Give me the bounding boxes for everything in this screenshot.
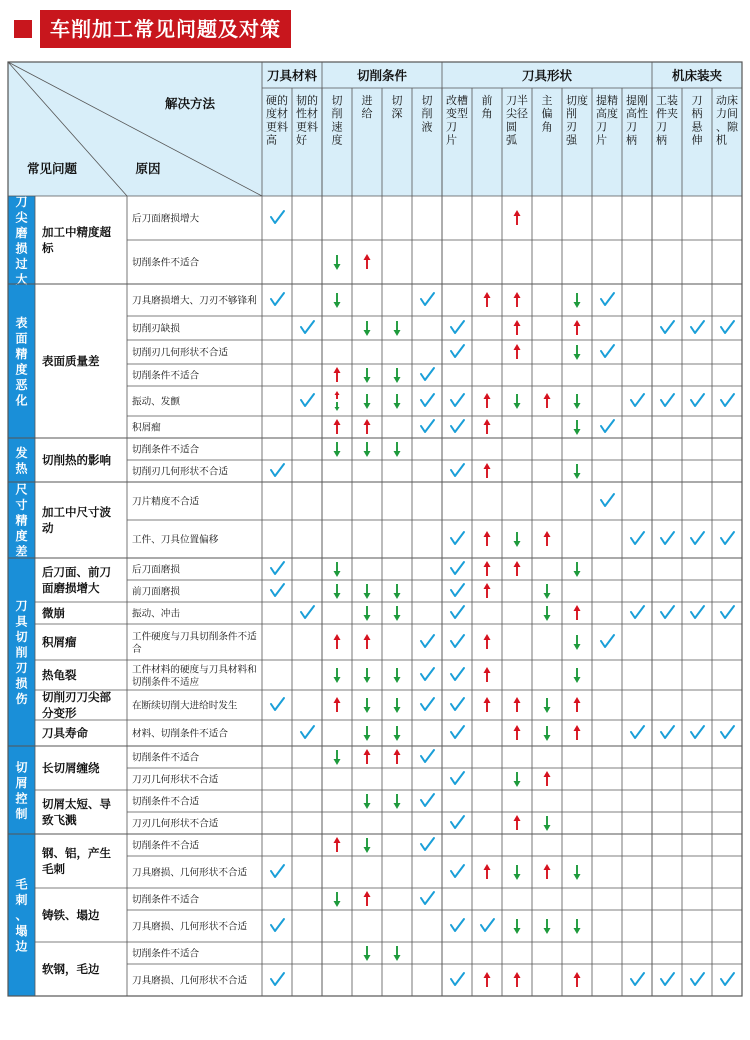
down-arrow-icon: [574, 293, 581, 308]
up-arrow-icon: [514, 697, 521, 712]
down-arrow-icon: [364, 584, 371, 599]
up-arrow-icon: [484, 972, 491, 987]
down-arrow-icon: [334, 584, 341, 599]
down-arrow-icon: [574, 635, 581, 650]
up-arrow-icon: [484, 419, 491, 434]
check-mark-icon: [451, 464, 464, 476]
up-arrow-icon: [514, 725, 521, 740]
down-arrow-icon: [334, 255, 341, 270]
down-arrow-icon: [364, 946, 371, 961]
down-arrow-icon: [544, 816, 551, 831]
down-arrow-icon: [574, 394, 581, 409]
up-arrow-icon: [544, 531, 551, 546]
category-label: 切屑控制: [15, 760, 28, 821]
check-mark-icon: [451, 562, 464, 574]
column-header: 改变刀片槽型: [446, 94, 468, 147]
column-header: 提高刀柄刚性: [626, 94, 648, 147]
up-arrow-icon: [334, 837, 341, 852]
up-arrow-icon: [484, 531, 491, 546]
check-mark-icon: [481, 919, 494, 931]
check-mark-icon: [271, 211, 284, 223]
cause-text: 刀具磨损、几何形状不合适: [132, 975, 248, 987]
check-mark-icon: [691, 606, 704, 618]
up-arrow-icon: [364, 254, 371, 269]
cause-text: 刀刃几何形状不合适: [132, 818, 219, 830]
check-mark-icon: [721, 606, 734, 618]
check-mark-icon: [661, 606, 674, 618]
up-arrow-icon: [574, 725, 581, 740]
check-mark-icon: [721, 532, 734, 544]
up-arrow-icon: [574, 605, 581, 620]
check-mark-icon: [661, 321, 674, 333]
up-arrow-icon: [484, 292, 491, 307]
cause-text: 刀具磨损、几何形状不合适: [132, 921, 248, 933]
check-mark-icon: [421, 838, 434, 850]
check-mark-icon: [451, 816, 464, 828]
check-mark-icon: [421, 668, 434, 680]
check-mark-icon: [421, 892, 434, 904]
up-arrow-icon: [544, 771, 551, 786]
down-arrow-icon: [394, 368, 401, 383]
up-arrow-icon: [544, 393, 551, 408]
up-arrow-icon: [334, 367, 341, 382]
down-arrow-icon: [574, 345, 581, 360]
check-mark-icon: [271, 464, 284, 476]
up-arrow-icon: [514, 210, 521, 225]
cause-text: 切削条件不适合: [132, 257, 200, 269]
cause-text: 刀具磨损增大、刀刃不够锋利: [132, 295, 257, 307]
check-mark-icon: [601, 635, 614, 647]
check-mark-icon: [451, 698, 464, 710]
cause-text: 工件材料的硬度与刀具材料和切削条件不适应: [132, 664, 257, 688]
check-mark-icon: [421, 293, 434, 305]
problem-label: 钢、铝，产生毛刺: [42, 846, 111, 876]
down-arrow-icon: [364, 394, 371, 409]
down-arrow-icon: [574, 464, 581, 479]
down-arrow-icon: [364, 794, 371, 809]
up-arrow-icon: [484, 697, 491, 712]
group-header: 切削条件: [356, 68, 408, 83]
check-mark-icon: [691, 532, 704, 544]
cause-text: 切削刃几何形状不合适: [132, 466, 228, 478]
cause-text: 后刀面磨损增大: [132, 213, 200, 225]
up-arrow-icon: [334, 697, 341, 712]
check-mark-icon: [451, 668, 464, 680]
down-arrow-icon: [394, 394, 401, 409]
down-arrow-icon: [544, 726, 551, 741]
down-arrow-icon: [574, 865, 581, 880]
cause-text: 工件、刀具位置偏移: [132, 534, 219, 546]
category-label: 发热: [15, 445, 28, 476]
down-arrow-icon: [544, 919, 551, 934]
check-mark-icon: [271, 584, 284, 596]
cause-text: 刀具磨损、几何形状不合适: [132, 867, 248, 879]
down-arrow-icon: [394, 584, 401, 599]
check-mark-icon: [631, 606, 644, 618]
up-arrow-icon: [574, 697, 581, 712]
check-mark-icon: [451, 635, 464, 647]
check-mark-icon: [631, 973, 644, 985]
up-arrow-icon: [514, 561, 521, 576]
check-mark-icon: [691, 973, 704, 985]
up-arrow-icon: [484, 463, 491, 478]
category-label: 尺寸精度差: [15, 482, 28, 559]
down-arrow-icon: [364, 606, 371, 621]
check-mark-icon: [451, 420, 464, 432]
down-arrow-icon: [514, 394, 521, 409]
column-header: 刀柄悬伸: [691, 94, 703, 147]
down-arrow-icon: [364, 726, 371, 741]
check-mark-icon: [421, 368, 434, 380]
problem-label: 刀具寿命: [42, 726, 88, 740]
down-arrow-icon: [394, 668, 401, 683]
problem-label: 切削刃刀尖部分变形: [42, 690, 111, 720]
up-arrow-icon: [484, 561, 491, 576]
column-header: 切深: [391, 94, 403, 121]
down-arrow-icon: [514, 865, 521, 880]
check-mark-icon: [421, 635, 434, 647]
cause-text: 振动、发颤: [132, 396, 180, 408]
cause-text: 切削条件不合适: [132, 840, 200, 852]
check-mark-icon: [421, 794, 434, 806]
cause-text: 切削刃缺损: [132, 323, 180, 335]
problem-label: 积屑瘤: [42, 635, 77, 649]
page-title: 车削加工常见问题及对策: [40, 10, 291, 48]
down-arrow-icon: [514, 919, 521, 934]
down-arrow-icon: [394, 946, 401, 961]
check-mark-icon: [721, 321, 734, 333]
check-mark-icon: [271, 865, 284, 877]
problem-label: 微崩: [42, 606, 65, 620]
up-arrow-icon: [574, 972, 581, 987]
check-mark-icon: [721, 394, 734, 406]
check-mark-icon: [451, 321, 464, 333]
check-mark-icon: [271, 293, 284, 305]
problem-label: 切屑太短、导致飞溅: [42, 797, 111, 827]
check-mark-icon: [421, 394, 434, 406]
check-mark-icon: [721, 973, 734, 985]
down-arrow-icon: [574, 919, 581, 934]
check-mark-icon: [721, 726, 734, 738]
check-mark-icon: [691, 394, 704, 406]
up-arrow-icon: [334, 634, 341, 649]
up-arrow-icon: [544, 864, 551, 879]
check-mark-icon: [661, 394, 674, 406]
solution-method-label: 解决方法: [164, 96, 216, 111]
cause-label: 原因: [135, 161, 161, 176]
up-arrow-icon: [484, 864, 491, 879]
up-arrow-icon: [514, 972, 521, 987]
column-header: 切削刃强度: [566, 94, 588, 147]
column-header: 提高刀片精度: [596, 94, 618, 147]
check-mark-icon: [601, 420, 614, 432]
problem-label: 加工中精度超标: [42, 225, 111, 255]
cause-text: 工件硬度与刀具切削条件不适合: [132, 631, 257, 655]
down-arrow-icon: [364, 838, 371, 853]
down-arrow-icon: [364, 368, 371, 383]
check-mark-icon: [631, 532, 644, 544]
down-arrow-icon: [514, 532, 521, 547]
check-mark-icon: [631, 394, 644, 406]
check-mark-icon: [451, 532, 464, 544]
problem-label: 热龟裂: [42, 668, 77, 682]
check-mark-icon: [421, 420, 434, 432]
up-arrow-icon: [364, 419, 371, 434]
cause-text: 刀刃几何形状不合适: [132, 774, 219, 786]
check-mark-icon: [661, 973, 674, 985]
up-down-arrow-icon: [335, 391, 340, 411]
column-header: 进给: [361, 94, 373, 121]
check-mark-icon: [601, 293, 614, 305]
cause-text: 积屑瘤: [132, 422, 161, 434]
cause-text: 切削条件不适合: [132, 444, 200, 456]
down-arrow-icon: [364, 321, 371, 336]
up-arrow-icon: [574, 320, 581, 335]
check-mark-icon: [271, 919, 284, 931]
check-mark-icon: [301, 394, 314, 406]
up-arrow-icon: [514, 320, 521, 335]
cause-text: 切削条件不适合: [132, 370, 200, 382]
cause-text: 切削条件不适合: [132, 948, 200, 960]
check-mark-icon: [661, 726, 674, 738]
check-mark-icon: [451, 584, 464, 596]
up-arrow-icon: [394, 749, 401, 764]
check-mark-icon: [661, 532, 674, 544]
problem-label: 长切屑缠绕: [42, 761, 100, 775]
down-arrow-icon: [334, 668, 341, 683]
group-header: 机床装夹: [671, 68, 723, 83]
problem-label: 软钢，毛边: [42, 962, 100, 976]
column-header: 切削速度: [331, 94, 343, 147]
column-header: 硬度更高的材料: [266, 94, 288, 147]
down-arrow-icon: [364, 668, 371, 683]
cause-text: 材料、切削条件不适合: [132, 728, 228, 740]
cause-text: 刀片精度不合适: [132, 496, 200, 508]
down-arrow-icon: [364, 698, 371, 713]
check-mark-icon: [271, 973, 284, 985]
up-arrow-icon: [514, 815, 521, 830]
check-mark-icon: [451, 973, 464, 985]
group-header: 刀具形状: [521, 68, 573, 83]
down-arrow-icon: [544, 606, 551, 621]
down-arrow-icon: [394, 442, 401, 457]
up-arrow-icon: [484, 583, 491, 598]
up-arrow-icon: [484, 634, 491, 649]
cause-text: 前刀面磨损: [132, 586, 180, 598]
check-mark-icon: [631, 726, 644, 738]
check-mark-icon: [691, 726, 704, 738]
problem-label: 加工中尺寸波动: [42, 505, 111, 535]
column-header: 韧性更好的材料: [296, 94, 318, 147]
column-header: 工件刀柄装夹: [656, 94, 678, 147]
group-header: 刀具材料: [266, 68, 318, 83]
check-mark-icon: [421, 698, 434, 710]
check-mark-icon: [451, 726, 464, 738]
category-label: 毛刺、塌边: [15, 877, 28, 954]
check-mark-icon: [451, 606, 464, 618]
cause-text: 切削条件不合适: [132, 796, 200, 808]
down-arrow-icon: [394, 606, 401, 621]
check-mark-icon: [421, 750, 434, 762]
down-arrow-icon: [394, 726, 401, 741]
category-label: 刀具切削刃损伤: [15, 599, 28, 706]
check-mark-icon: [451, 865, 464, 877]
check-mark-icon: [271, 698, 284, 710]
up-arrow-icon: [514, 292, 521, 307]
check-mark-icon: [601, 494, 614, 506]
cause-text: 振动、冲击: [132, 608, 180, 620]
up-arrow-icon: [484, 667, 491, 682]
down-arrow-icon: [574, 562, 581, 577]
common-problem-label: 常见问题: [26, 161, 78, 176]
up-arrow-icon: [364, 634, 371, 649]
column-header: 主偏角: [541, 94, 553, 134]
column-header: 切削液: [421, 94, 433, 134]
cause-text: 后刀面磨损: [132, 564, 180, 576]
category-label: 刀尖磨损过大: [15, 194, 28, 287]
check-mark-icon: [301, 606, 314, 618]
down-arrow-icon: [514, 772, 521, 787]
column-header: 动力、机床间隙: [716, 94, 738, 147]
check-mark-icon: [691, 321, 704, 333]
cause-text: 在断续切削大进给时发生: [132, 700, 238, 712]
column-header: 前角: [481, 94, 493, 121]
up-arrow-icon: [514, 344, 521, 359]
problem-label: 铸铁、塌边: [42, 908, 100, 922]
up-arrow-icon: [364, 749, 371, 764]
check-mark-icon: [451, 772, 464, 784]
down-arrow-icon: [394, 698, 401, 713]
down-arrow-icon: [334, 750, 341, 765]
up-arrow-icon: [364, 891, 371, 906]
down-arrow-icon: [334, 293, 341, 308]
down-arrow-icon: [334, 442, 341, 457]
down-arrow-icon: [544, 698, 551, 713]
down-arrow-icon: [574, 420, 581, 435]
check-mark-icon: [301, 321, 314, 333]
problem-label: 后刀面、前刀面磨损增大: [42, 565, 111, 595]
check-mark-icon: [271, 562, 284, 574]
problem-label: 表面质量差: [42, 354, 100, 368]
down-arrow-icon: [394, 794, 401, 809]
check-mark-icon: [451, 345, 464, 357]
cause-text: 切削刃几何形状不合适: [132, 347, 228, 359]
column-header: 刀尖圆弧半径: [506, 94, 528, 147]
up-arrow-icon: [334, 419, 341, 434]
up-arrow-icon: [484, 393, 491, 408]
down-arrow-icon: [394, 321, 401, 336]
check-mark-icon: [301, 726, 314, 738]
problem-label: 切削热的影响: [42, 453, 111, 467]
down-arrow-icon: [334, 892, 341, 907]
cause-text: 切削条件不适合: [132, 894, 200, 906]
down-arrow-icon: [544, 584, 551, 599]
grid-lines: [8, 62, 742, 996]
category-label: 表面精度恶化: [15, 315, 28, 408]
down-arrow-icon: [364, 442, 371, 457]
cause-text: 切削条件不适合: [132, 752, 200, 764]
check-mark-icon: [601, 345, 614, 357]
check-mark-icon: [451, 919, 464, 931]
down-arrow-icon: [574, 668, 581, 683]
check-mark-icon: [451, 394, 464, 406]
down-arrow-icon: [334, 562, 341, 577]
